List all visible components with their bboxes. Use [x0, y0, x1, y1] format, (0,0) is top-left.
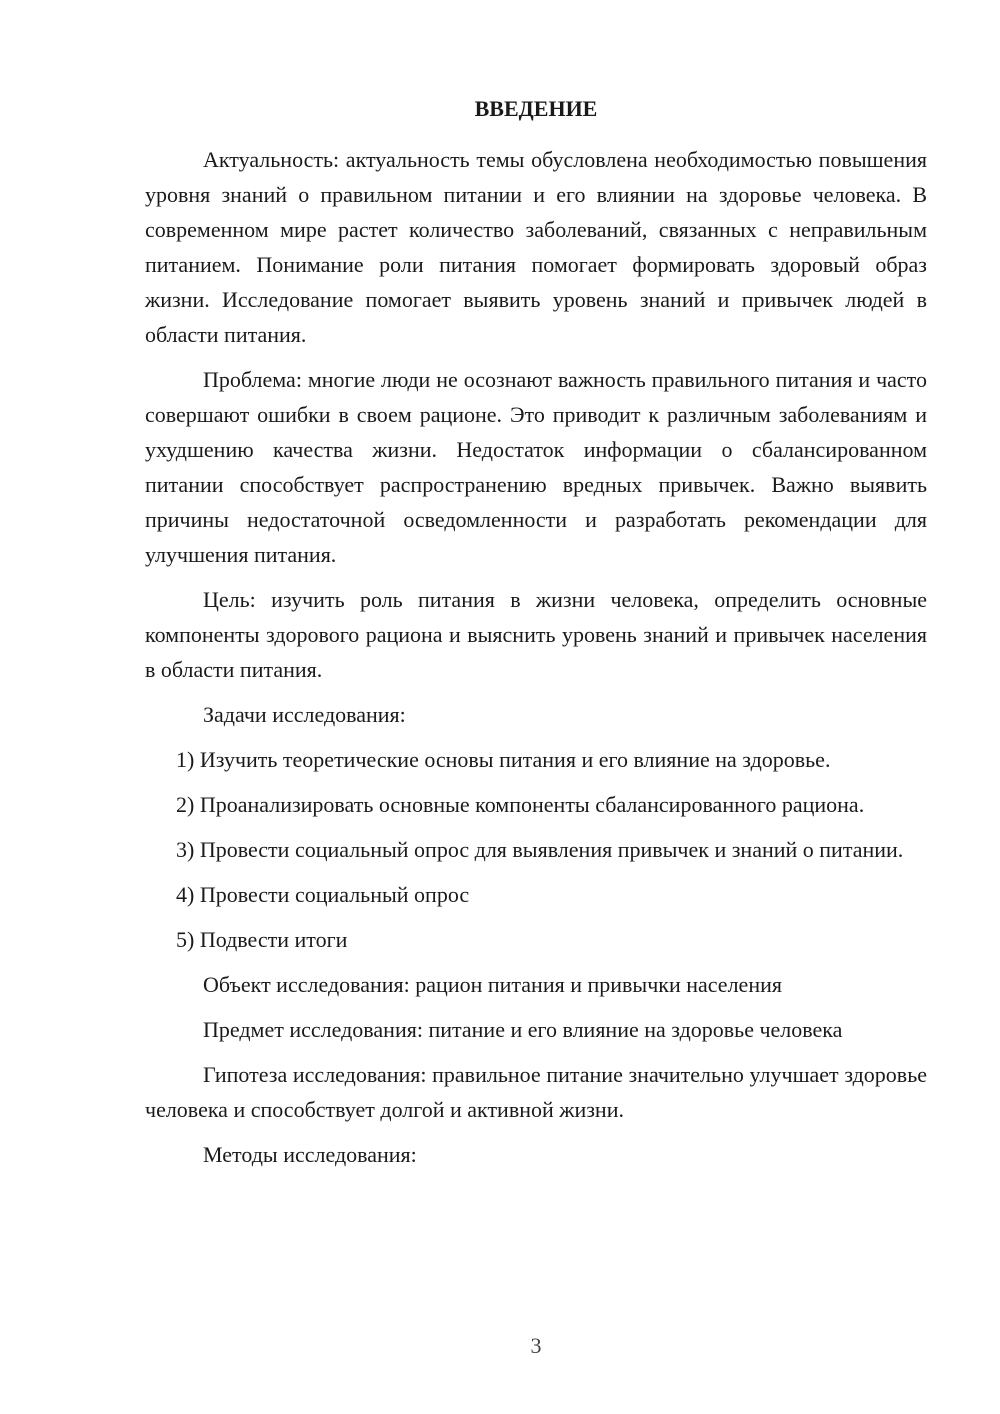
relevance-paragraph: Актуальность: актуальность темы обусловлена необходимостью повышения уровня знаний о правильном питании и его влиянии на здоровье человека. В современном мире растет количество заболеваний, связанных с неправильным питанием. Понимание роли питания помогает формировать здоровый образ жизни. Исследование помогает выявить уровень знаний и привычек людей в области питания.: [145, 147, 927, 347]
page-title: ВВЕДЕНИЕ: [474, 96, 598, 121]
hypothesis-paragraph: Гипотеза исследования: правильное питание значительно улучшает здоровье человека и способствует долгой и активной жизни.: [145, 1062, 927, 1122]
task-item-4: 4) Провести социальный опрос: [176, 882, 470, 907]
methods-heading: Методы исследования:: [203, 1142, 417, 1167]
tasks-heading: Задачи исследования:: [203, 702, 406, 727]
task-item-5: 5) Подвести итоги: [176, 927, 348, 952]
page-number: 3: [530, 1333, 542, 1358]
task-item-2: 2) Проанализировать основные компоненты сбалансированного рациона.: [176, 792, 865, 817]
task-item-3: 3) Провести социальный опрос для выявления привычек и знаний о питании.: [176, 837, 904, 862]
subject-paragraph: Предмет исследования: питание и его влияние на здоровье человека: [203, 1017, 843, 1042]
goal-paragraph: Цель: изучить роль питания в жизни человека, определить основные компоненты здорового рациона и выяснить уровень знаний и привычек населения в области питания.: [145, 587, 927, 682]
problem-paragraph: Проблема: многие люди не осознают важность правильного питания и часто совершают ошибки в своем рационе. Это приводит к различным заболеваниям и ухудшению качества жизни. Недостаток информации о сбалансированном питании способствует распространению вредных привычек. Важно выявить причины недостаточной осведомленности и разработать рекомендации для улучшения питания.: [145, 367, 927, 567]
document-body: [145, 142, 927, 1172]
object-paragraph: Объект исследования: рацион питания и привычки населения: [203, 972, 782, 997]
task-item-1: 1) Изучить теоретические основы питания и его влияние на здоровье.: [176, 747, 831, 772]
